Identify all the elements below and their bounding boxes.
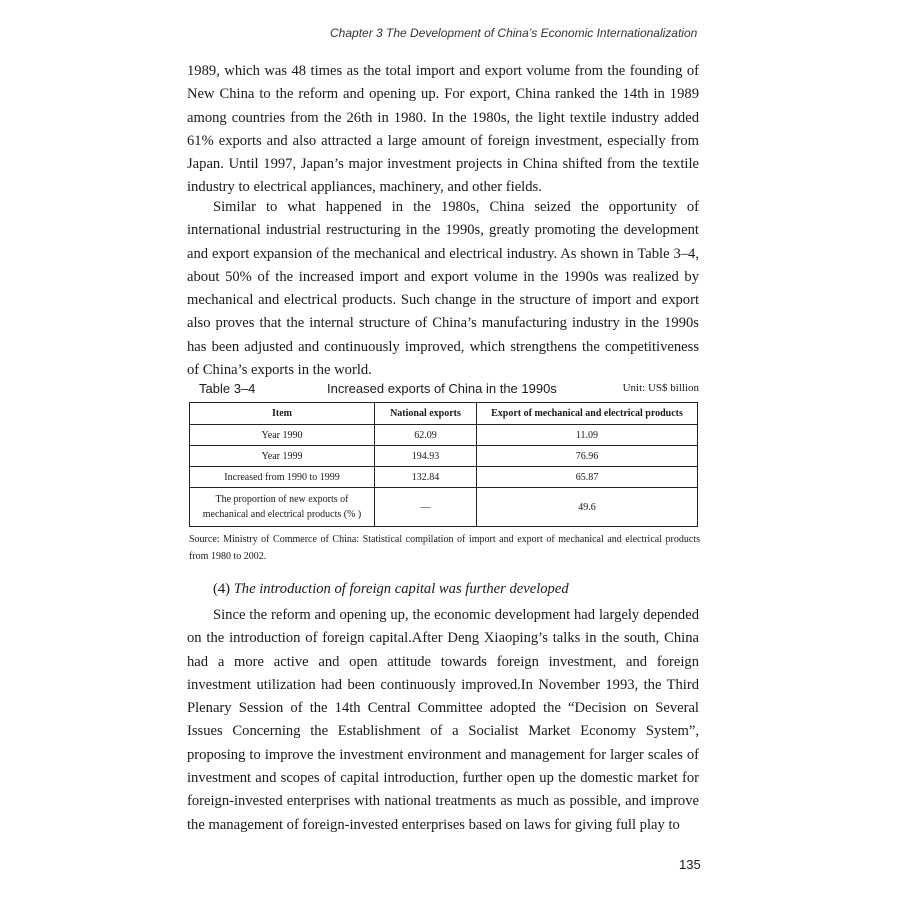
header-mechanical-exports: Export of mechanical and electrical products <box>477 403 698 425</box>
running-head: Chapter 3 The Development of China’s Economic Internationalization <box>330 26 698 40</box>
table-source: Source: Ministry of Commerce of China: Statistical compilation of import and export of mechanical and electrical products from 1980 to 2002. <box>189 534 700 562</box>
cell-national: 62.09 <box>375 425 477 446</box>
table-row <box>190 488 698 527</box>
exports-table <box>189 402 698 527</box>
cell-item-line-2: mechanical and electrical products (% ) <box>202 509 362 520</box>
cell-item: Year 1999 <box>190 446 375 467</box>
table-number: Table 3–4 <box>199 381 256 396</box>
table-row <box>190 425 698 446</box>
header-item: Item <box>190 403 375 425</box>
table-title: Increased exports of China in the 1990s <box>327 381 557 396</box>
table-header-row <box>190 403 698 425</box>
cell-mechanical: 76.96 <box>477 446 698 467</box>
paragraph-1: 1989, which was 48 times as the total import and export volume from the founding of New China to the reform and opening up. For export, China ranked the 14th in 1989 among countries from the 26th in 1980. In the 1980s, the light textile industry added 61% exports and also attracted a large amount of foreign investment, especially from Japan. Until 1997, Japan’s major investment projects in China shifted from the textile industry to electrical appliances, machinery, and other fields. <box>187 63 699 196</box>
table-row <box>190 446 698 467</box>
cell-item-line-1: The proportion of new exports of <box>215 494 349 505</box>
section-number: (4) <box>213 581 231 597</box>
paragraph-2: Similar to what happened in the 1980s, China seized the opportunity of international industrial restructuring in the 1990s, greatly promoting the development and export expansion of the mechanical and electrical industry. As shown in Table 3–4, about 50% of the increased import and export volume in the 1990s was realized by mechanical and electrical products. Such change in the structure of import and export also proves that the internal structure of China’s manufacturing industry in the 1990s has been adjusted and continuously improved, which strengthens the competitiveness of China’s exports in the world. <box>187 199 699 379</box>
cell-mechanical: 49.6 <box>477 488 698 527</box>
cell-national: 132.84 <box>375 467 477 488</box>
cell-national: — <box>375 488 477 527</box>
cell-national: 194.93 <box>375 446 477 467</box>
cell-item <box>190 488 375 527</box>
header-national-exports: National exports <box>375 403 477 425</box>
cell-mechanical: 11.09 <box>477 425 698 446</box>
cell-mechanical: 65.87 <box>477 467 698 488</box>
cell-item: Increased from 1990 to 1999 <box>190 467 375 488</box>
table-caption <box>199 381 699 401</box>
table-row <box>190 467 698 488</box>
cell-item: Year 1990 <box>190 425 375 446</box>
paragraph-3: Since the reform and opening up, the economic development had largely depended on the introduction of foreign capital.After Deng Xiaoping’s talks in the south, China had a more active and open attitude towards foreign investment, and foreign investment utilization had been continuously improved.In November 1993, the Third Plenary Session of the 14th Central Committee adopted the “Decision on Several Issues Concerning the Establishment of a Socialist Market Economy System”, proposing to improve the investment environment and management for larger scales of investment and scopes of capital introduction, further open up the domestic market for foreign-invested enterprises with national treatments as much as possible, and improve the management of foreign-invested enterprises based on laws for giving full play to <box>187 607 699 833</box>
section-title: The introduction of foreign capital was further developed <box>233 581 569 597</box>
table-unit: Unit: US$ billion <box>622 382 699 394</box>
page-number: 135 <box>679 857 701 872</box>
section-heading <box>213 581 569 598</box>
